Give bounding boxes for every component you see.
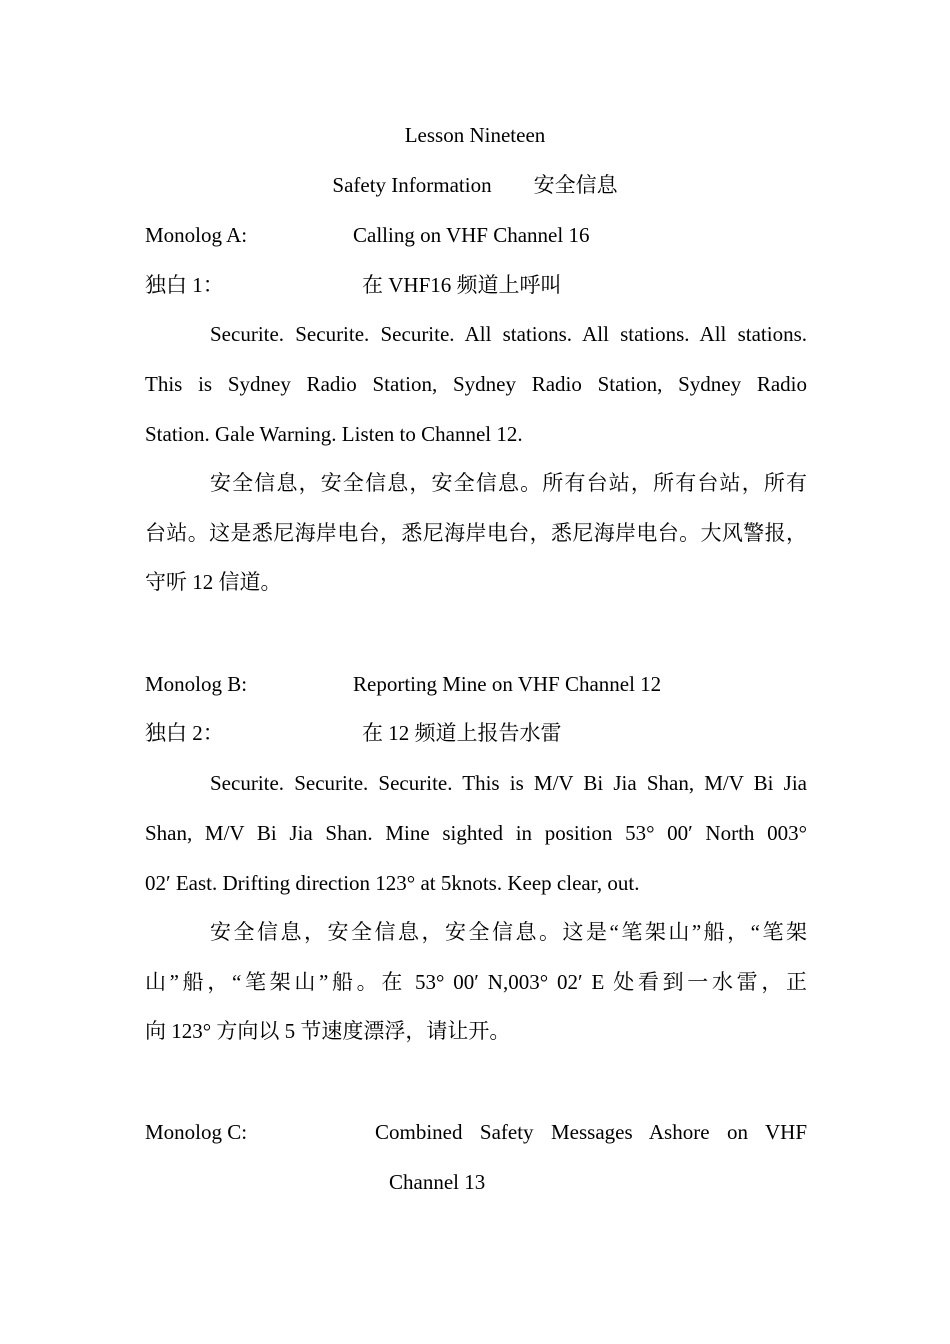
- monolog-b-en-line-1: Securite. Securite. Securite. This is M/V Bi Jia Shan, M/V Bi Jia: [210, 771, 807, 795]
- monolog-b-title-zh: 在 12 频道上报告水雷: [362, 721, 562, 745]
- monolog-a-label: Monolog A:: [145, 223, 248, 247]
- monolog-b-label-zh: 独白 2：: [145, 721, 224, 745]
- monolog-a-label-zh: 独白 1：: [145, 273, 224, 297]
- monolog-b-en-line-2: Shan, M/V Bi Jia Shan. Mine sighted in position 53° 00′ North 003°: [145, 821, 807, 845]
- monolog-b-zh-line-2: 山”船，“笔架山”船。在 53° 00′ N,003° 02′ E 处看到一水雷，正: [145, 970, 807, 994]
- monolog-b-label: Monolog B:: [145, 672, 248, 696]
- lesson-title: Lesson Nineteen: [404, 123, 546, 147]
- monolog-a-title: Calling on VHF Channel 16: [353, 223, 590, 247]
- monolog-a-title-zh: 在 VHF16 频道上呼叫: [362, 273, 562, 297]
- monolog-c-label: Monolog C:: [145, 1120, 248, 1144]
- monolog-a-zh-line-3: 守听 12 信道。: [145, 570, 282, 594]
- monolog-b-title: Reporting Mine on VHF Channel 12: [353, 672, 662, 696]
- monolog-a-en-line-2: This is Sydney Radio Station, Sydney Radio Station, Sydney Radio: [145, 372, 807, 396]
- monolog-b-en-line-3: 02′ East. Drifting direction 123° at 5knots. Keep clear, out.: [145, 871, 640, 895]
- monolog-b-zh-line-3: 向 123° 方向以 5 节速度漂浮，请让开。: [145, 1019, 511, 1043]
- monolog-b-zh-line-1: 安全信息，安全信息，安全信息。这是“笔架山”船，“笔架: [210, 920, 807, 944]
- monolog-a-zh-line-1: 安全信息，安全信息，安全信息。所有台站，所有台站，所有: [210, 471, 807, 495]
- monolog-c-title-line-2: Channel 13: [389, 1170, 486, 1194]
- monolog-a-en-line-1: Securite. Securite. Securite. All stations. All stations. All stations.: [210, 322, 807, 346]
- monolog-a-zh-line-2: 台站。这是悉尼海岸电台，悉尼海岸电台，悉尼海岸电台。大风警报，: [145, 521, 807, 545]
- monolog-a-en-line-3: Station. Gale Warning. Listen to Channel 12.: [145, 422, 523, 446]
- monolog-c-title-line-1: Combined Safety Messages Ashore on VHF: [375, 1120, 807, 1144]
- lesson-subtitle: Safety Information 安全信息: [332, 173, 618, 197]
